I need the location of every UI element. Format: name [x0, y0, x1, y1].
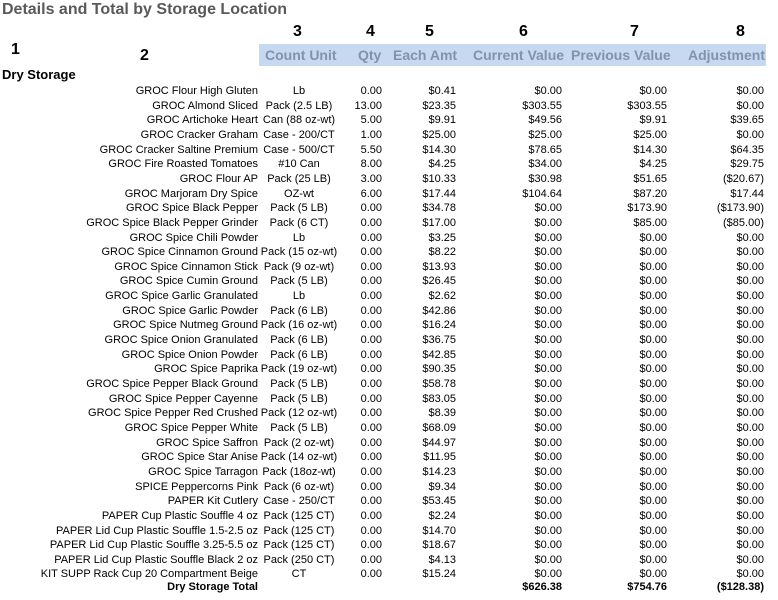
item-name: PAPER Lid Cup Plastic Souffle 3.25-5.5 oz: [49, 539, 258, 552]
count-unit: Pack (125 CT): [263, 539, 335, 552]
qty: 0.00: [360, 216, 382, 229]
table-row: [0, 84, 778, 99]
item-name: GROC Spice Black Pepper: [125, 202, 258, 215]
table-row: [0, 245, 778, 260]
previous-value: $0.00: [639, 378, 667, 390]
adjustment: $0.00: [736, 421, 764, 434]
qty: 0.00: [360, 275, 382, 288]
total-previous-value: $754.76: [627, 581, 667, 593]
total-row: [0, 580, 778, 595]
total-label: Dry Storage Total: [167, 581, 258, 593]
column-number-1: 1: [11, 41, 20, 58]
qty: 0.00: [360, 421, 382, 434]
previous-value: $0.00: [639, 407, 667, 420]
adjustment: $0.00: [736, 436, 764, 449]
count-unit: Pack (12 oz-wt): [260, 407, 338, 420]
table-row: [0, 113, 778, 128]
item-name: SPICE Peppercorns Pink: [135, 480, 258, 493]
current-value: $0.00: [534, 85, 562, 97]
count-unit: Pack (19 oz-wt): [260, 363, 338, 376]
count-unit: Case - 200/CT: [263, 128, 335, 141]
column-number-7: 7: [630, 23, 639, 40]
column-number-5: 5: [425, 23, 434, 40]
previous-value: $51.65: [633, 172, 667, 185]
table-row: [0, 187, 778, 202]
item-name: GROC Spice Garlic Powder: [122, 304, 258, 317]
header-each-amt: Each Amt: [393, 47, 458, 63]
previous-value: $0.00: [639, 231, 667, 244]
previous-value: $173.90: [627, 202, 667, 215]
column-number-3: 3: [293, 23, 302, 40]
count-unit: Pack (15 oz-wt): [260, 246, 338, 259]
adjustment: $0.00: [736, 539, 764, 552]
current-value: $0.00: [534, 319, 562, 332]
previous-value: $0.00: [639, 436, 667, 449]
count-unit: Pack (5 LB): [270, 202, 328, 215]
adjustment: $0.00: [736, 231, 764, 244]
count-unit: OZ-wt: [284, 187, 314, 200]
table-row: [0, 99, 778, 114]
table-row: [0, 494, 778, 509]
previous-value: $0.00: [639, 348, 667, 361]
current-value: $0.00: [534, 304, 562, 317]
item-name: GROC Flour AP: [179, 172, 258, 185]
qty: 0.00: [360, 539, 382, 552]
each-amt: $14.30: [422, 143, 456, 156]
qty: 0.00: [360, 553, 382, 566]
each-amt: $4.13: [428, 553, 456, 566]
adjustment: $0.00: [736, 334, 764, 347]
table-row: [0, 348, 778, 363]
qty: 5.00: [360, 114, 382, 127]
each-amt: $26.45: [422, 275, 456, 288]
count-unit: Pack (250 CT): [263, 553, 335, 566]
previous-value: $0.00: [639, 451, 667, 464]
current-value: $0.00: [534, 334, 562, 347]
count-unit: Pack (5 LB): [270, 421, 328, 434]
each-amt: $34.78: [422, 202, 456, 215]
qty: 0.00: [360, 436, 382, 449]
table-row: [0, 201, 778, 216]
item-name: PAPER Lid Cup Plastic Souffle 1.5-2.5 oz: [56, 524, 258, 537]
header-adjustment: Adjustment: [688, 47, 765, 63]
qty: 0.00: [360, 363, 382, 376]
previous-value: $9.91: [639, 114, 667, 127]
qty: 0.00: [360, 451, 382, 464]
count-unit: Lb: [292, 290, 306, 303]
item-name: GROC Spice Tarragon: [148, 465, 258, 478]
qty: 5.50: [360, 143, 382, 156]
current-value: $0.00: [534, 407, 562, 420]
current-value: $0.00: [534, 524, 562, 537]
item-name: GROC Spice Black Pepper Grinder: [86, 216, 258, 229]
each-amt: $16.24: [422, 319, 456, 332]
previous-value: $0.00: [639, 275, 667, 288]
item-name: GROC Spice Pepper Red Crushed: [88, 407, 258, 420]
item-name: GROC Cracker Graham: [140, 128, 258, 141]
table-row: [0, 157, 778, 172]
count-unit: Pack (5 LB): [270, 275, 328, 288]
adjustment: $0.00: [736, 465, 764, 478]
item-name: GROC Artichoke Heart: [146, 114, 258, 127]
current-value: $0.00: [534, 480, 562, 493]
count-unit: Pack (2 oz-wt): [263, 436, 335, 449]
qty: 0.00: [360, 407, 382, 420]
each-amt: $42.85: [422, 348, 456, 361]
current-value: $0.00: [534, 421, 562, 434]
table-row: [0, 465, 778, 480]
previous-value: $0.00: [639, 246, 667, 259]
qty: 8.00: [360, 158, 382, 171]
each-amt: $2.62: [428, 290, 456, 303]
previous-value: $0.00: [639, 334, 667, 347]
adjustment: $64.35: [730, 143, 764, 156]
previous-value: $0.00: [639, 524, 667, 537]
adjustment: ($20.67): [723, 172, 764, 185]
count-unit: #10 Can: [278, 158, 320, 171]
current-value: $78.65: [528, 143, 562, 156]
item-name: KIT SUPP Rack Cup 20 Compartment Beige: [40, 568, 258, 581]
count-unit: Pack (6 LB): [270, 304, 328, 317]
header-current-value: Current Value: [473, 47, 565, 63]
previous-value: $0.00: [639, 421, 667, 434]
adjustment: $0.00: [736, 363, 764, 376]
adjustment: $0.00: [736, 290, 764, 303]
table-row: [0, 480, 778, 495]
qty: 0.00: [360, 480, 382, 493]
each-amt: $11.95: [423, 451, 456, 464]
previous-value: $4.25: [639, 158, 667, 171]
each-amt: $25.00: [422, 128, 456, 141]
qty: 0.00: [360, 378, 382, 390]
previous-value: $14.30: [633, 143, 667, 156]
each-amt: $8.39: [428, 407, 456, 420]
adjustment: $0.00: [736, 378, 764, 390]
qty: 0.00: [360, 568, 382, 581]
each-amt: $44.97: [422, 436, 456, 449]
current-value: $0.00: [534, 451, 562, 464]
item-name: GROC Fire Roasted Tomatoes: [108, 158, 258, 171]
current-value: $0.00: [534, 495, 562, 508]
each-amt: $2.24: [428, 509, 456, 522]
report-title: Details and Total by Storage Location: [2, 1, 288, 18]
previous-value: $0.00: [639, 568, 667, 581]
item-name: PAPER Cup Plastic Souffle 4 oz: [101, 509, 258, 522]
current-value: $0.00: [534, 378, 562, 390]
header-count-unit: Count Unit: [265, 47, 337, 63]
adjustment: $0.00: [736, 568, 764, 581]
adjustment: $29.75: [730, 158, 764, 171]
qty: 0.00: [360, 495, 382, 508]
table-row: [0, 377, 778, 392]
adjustment: $0.00: [736, 275, 764, 288]
adjustment: $0.00: [736, 407, 764, 420]
current-value: $0.00: [534, 509, 562, 522]
each-amt: $0.41: [428, 85, 456, 97]
previous-value: $0.00: [639, 363, 667, 376]
column-number-6: 6: [519, 23, 528, 40]
table-row: [0, 362, 778, 377]
current-value: $0.00: [534, 539, 562, 552]
header-previous-value: Previous Value: [571, 47, 671, 63]
current-value: $34.00: [528, 158, 562, 171]
each-amt: $14.23: [422, 465, 456, 478]
previous-value: $0.00: [639, 495, 667, 508]
previous-value: $0.00: [639, 480, 667, 493]
count-unit: Pack (125 CT): [263, 509, 335, 522]
each-amt: $23.35: [422, 99, 456, 112]
adjustment: ($173.90): [716, 202, 764, 215]
current-value: $0.00: [534, 436, 562, 449]
previous-value: $87.20: [633, 187, 667, 200]
table-row: [0, 216, 778, 231]
current-value: $0.00: [534, 553, 562, 566]
item-name: GROC Spice Cinnamon Stick: [114, 260, 258, 273]
adjustment: $0.00: [736, 495, 764, 508]
each-amt: $68.09: [422, 421, 456, 434]
qty: 0.00: [360, 202, 382, 215]
table-row: [0, 524, 778, 539]
current-value: $0.00: [534, 290, 562, 303]
previous-value: $0.00: [639, 319, 667, 332]
qty: 0.00: [360, 246, 382, 259]
current-value: $0.00: [534, 363, 562, 376]
previous-value: $0.00: [639, 85, 667, 97]
previous-value: $0.00: [639, 290, 667, 303]
table-row: [0, 128, 778, 143]
count-unit: Lb: [292, 231, 306, 244]
count-unit: Case - 250/CT: [263, 495, 335, 508]
item-name: GROC Spice Pepper Cayenne: [108, 392, 258, 405]
count-unit: Pack (6 LB): [270, 334, 328, 347]
current-value: $25.00: [528, 128, 562, 141]
adjustment: $0.00: [736, 451, 764, 464]
current-value: $0.00: [534, 568, 562, 581]
qty: 0.00: [360, 465, 382, 478]
item-name: GROC Spice Paprika: [154, 363, 258, 376]
adjustment: $0.00: [736, 319, 764, 332]
current-value: $49.56: [528, 114, 562, 127]
table-row: [0, 421, 778, 436]
qty: 0.00: [360, 304, 382, 317]
count-unit: Pack (5 LB): [270, 392, 328, 405]
qty: 0.00: [360, 319, 382, 332]
each-amt: $42.86: [422, 304, 456, 317]
item-name: GROC Cracker Saltine Premium: [99, 143, 258, 156]
adjustment: $0.00: [736, 392, 764, 405]
count-unit: Pack (18oz-wt): [262, 465, 336, 478]
count-unit: Pack (6 CT): [269, 216, 329, 229]
count-unit: Pack (2.5 LB): [265, 99, 333, 112]
table-row: [0, 304, 778, 319]
previous-value: $0.00: [639, 509, 667, 522]
table-row: [0, 450, 778, 465]
header-qty: Qty: [358, 47, 382, 63]
item-name: GROC Spice Onion Powder: [121, 348, 258, 361]
qty: 6.00: [360, 187, 382, 200]
adjustment: $0.00: [736, 553, 764, 566]
count-unit: Pack (16 oz-wt): [260, 319, 338, 332]
count-unit: Pack (6 oz-wt): [263, 480, 335, 493]
table-row: [0, 231, 778, 246]
count-unit: Pack (9 oz-wt): [263, 260, 335, 273]
previous-value: $0.00: [639, 539, 667, 552]
table-row: [0, 143, 778, 158]
count-unit: Pack (125 CT): [263, 524, 335, 537]
adjustment: $0.00: [736, 524, 764, 537]
count-unit: Pack (14 oz-wt): [260, 451, 338, 464]
adjustment: $0.00: [736, 99, 764, 112]
each-amt: $4.25: [428, 158, 456, 171]
each-amt: $9.91: [428, 114, 456, 127]
item-name: GROC Almond Sliced: [152, 99, 258, 112]
each-amt: $83.05: [422, 392, 456, 405]
count-unit: CT: [291, 568, 307, 581]
each-amt: $53.45: [422, 495, 456, 508]
table-row: [0, 392, 778, 407]
adjustment: $0.00: [736, 128, 764, 141]
each-amt: $8.22: [428, 246, 456, 259]
item-name: GROC Spice Chili Powder: [129, 231, 258, 244]
item-name: GROC Spice Saffron: [156, 436, 258, 449]
qty: 0.00: [360, 231, 382, 244]
column-number-8: 8: [736, 23, 745, 40]
previous-value: $0.00: [639, 392, 667, 405]
each-amt: $9.34: [428, 480, 456, 493]
item-name: GROC Spice Onion Granulated: [104, 334, 258, 347]
section-title: Dry Storage: [2, 67, 76, 82]
current-value: $0.00: [534, 392, 562, 405]
each-amt: $17.00: [422, 216, 456, 229]
total-adjustment: ($128.38): [716, 581, 764, 593]
qty: 0.00: [360, 348, 382, 361]
previous-value: $85.00: [633, 216, 667, 229]
adjustment: $0.00: [736, 260, 764, 273]
qty: 0.00: [360, 290, 382, 303]
item-name: GROC Spice Pepper White: [124, 421, 258, 434]
item-name: GROC Spice Nutmeg Ground: [113, 319, 258, 332]
qty: 0.00: [360, 509, 382, 522]
adjustment: $39.65: [730, 114, 764, 127]
adjustment: $0.00: [736, 348, 764, 361]
table-row: [0, 260, 778, 275]
current-value: $0.00: [534, 216, 562, 229]
qty: 1.00: [360, 128, 382, 141]
total-current-value: $626.38: [522, 581, 562, 593]
current-value: $30.98: [528, 172, 562, 185]
each-amt: $17.44: [422, 187, 456, 200]
previous-value: $0.00: [639, 553, 667, 566]
table-row: [0, 553, 778, 568]
each-amt: $13.93: [422, 260, 456, 273]
adjustment: $0.00: [736, 509, 764, 522]
table-row: [0, 333, 778, 348]
count-unit: Can (88 oz-wt): [262, 114, 336, 127]
column-number-4: 4: [366, 23, 375, 40]
count-unit: Pack (25 LB): [267, 172, 331, 185]
count-unit: Pack (5 LB): [270, 378, 328, 390]
adjustment: $17.44: [730, 187, 764, 200]
each-amt: $15.24: [422, 568, 456, 581]
previous-value: $0.00: [639, 260, 667, 273]
each-amt: $36.75: [422, 334, 456, 347]
current-value: $0.00: [534, 348, 562, 361]
current-value: $0.00: [534, 231, 562, 244]
item-name: PAPER Lid Cup Plastic Souffle Black 2 oz: [54, 553, 258, 566]
qty: 0.00: [360, 260, 382, 273]
previous-value: $303.55: [627, 99, 667, 112]
current-value: $104.64: [522, 187, 562, 200]
each-amt: $3.25: [428, 231, 456, 244]
current-value: $303.55: [522, 99, 562, 112]
qty: 13.00: [354, 99, 382, 112]
table-row: [0, 274, 778, 289]
adjustment: $0.00: [736, 246, 764, 259]
item-name: GROC Spice Cinnamon Ground: [101, 246, 258, 259]
item-name: GROC Spice Star Anise: [141, 451, 258, 464]
table-row: [0, 406, 778, 421]
current-value: $0.00: [534, 202, 562, 215]
table-row: [0, 318, 778, 333]
current-value: $0.00: [534, 246, 562, 259]
item-name: GROC Spice Garlic Granulated: [105, 290, 258, 303]
item-name: GROC Marjoram Dry Spice: [124, 187, 258, 200]
item-name: GROC Spice Cumin Ground: [119, 275, 258, 288]
qty: 0.00: [360, 334, 382, 347]
each-amt: $10.33: [422, 172, 456, 185]
column-number-2: 2: [140, 47, 149, 64]
table-row: [0, 538, 778, 553]
previous-value: $25.00: [633, 128, 667, 141]
adjustment: $0.00: [736, 480, 764, 493]
current-value: $0.00: [534, 465, 562, 478]
qty: 3.00: [360, 172, 382, 185]
table-row: [0, 509, 778, 524]
adjustment: ($85.00): [723, 216, 764, 229]
each-amt: $90.35: [422, 363, 456, 376]
each-amt: $14.70: [422, 524, 456, 537]
adjustment: $0.00: [736, 85, 764, 97]
count-unit: Pack (6 LB): [270, 348, 328, 361]
item-name: GROC Spice Pepper Black Ground: [86, 378, 258, 390]
table-row: [0, 289, 778, 304]
previous-value: $0.00: [639, 465, 667, 478]
count-unit: Lb: [292, 85, 306, 97]
qty: 0.00: [360, 392, 382, 405]
table-row: [0, 436, 778, 451]
qty: 0.00: [360, 524, 382, 537]
qty: 0.00: [360, 85, 382, 97]
table-row: [0, 172, 778, 187]
previous-value: $0.00: [639, 304, 667, 317]
adjustment: $0.00: [736, 304, 764, 317]
each-amt: $58.78: [422, 378, 456, 390]
count-unit: Case - 500/CT: [263, 143, 335, 156]
each-amt: $18.67: [422, 539, 456, 552]
current-value: $0.00: [534, 275, 562, 288]
item-name: GROC Flour High Gluten: [135, 85, 258, 97]
item-name: PAPER Kit Cutlery: [167, 495, 258, 508]
current-value: $0.00: [534, 260, 562, 273]
